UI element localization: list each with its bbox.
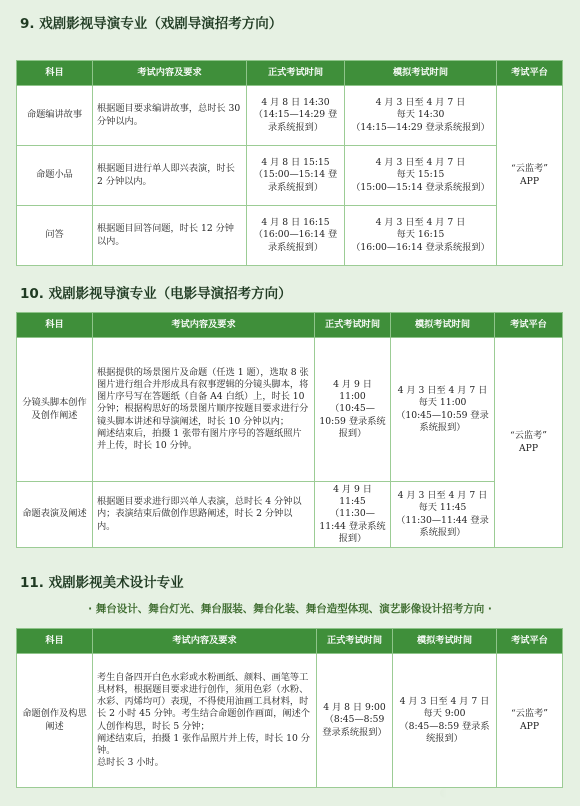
mock-time-cell: 4 月 3 日至 4 月 7 日 每天 16:15 （16:00—16:14 登录系统报到）: [345, 206, 497, 266]
section-10-title: 10. 戏剧影视导演专业（电影导演招考方向）: [20, 286, 292, 302]
section-11-subtitle: · 舞台设计、舞台灯光、舞台服装、舞台化装、舞台造型体现、演艺影像设计招考方向 ·: [88, 603, 492, 615]
section-11-title: 11. 戏剧影视美术设计专业: [20, 575, 184, 591]
header-formal-time: 正式考试时间: [317, 629, 393, 654]
mock-time-cell: 4 月 3 日至 4 月 7 日 每天 11:45 （11:30—11:44 登录系统报到）: [391, 482, 495, 548]
header-mock-time: 模拟考试时间: [345, 61, 497, 86]
formal-time-cell: 4 月 8 日 14:30 （14:15—14:29 登录系统报到）: [247, 86, 345, 146]
header-platform: 考试平台: [497, 61, 563, 86]
table-row: [17, 338, 563, 482]
header-content: 考试内容及要求: [93, 629, 317, 654]
formal-time-cell: 4 月 8 日 15:15 （15:00—15:14 登录系统报到）: [247, 146, 345, 206]
content-cell: 考生自备四开白色水彩或水粉画纸、颜料、画笔等工具材料，根据题目要求进行创作，须用色彩（水粉、水彩、丙烯均可）表现，不得使用油画工具材料，时长 2 小时 45 分钟。考生结合命题创作画面，阐述个人创作构思，时长 5 分钟； 阐述结束后，拍摄 1 张作品照片并上传，时长 10 分钟。 总时长 3 小时。: [93, 654, 317, 788]
table-row: [17, 654, 563, 788]
header-formal-time: 正式考试时间: [315, 313, 391, 338]
table-row: [17, 86, 563, 146]
platform-cell: “云监考” APP: [495, 338, 563, 548]
formal-time-cell: 4 月 9 日 11:00 （10:45—10:59 登录系统报到）: [315, 338, 391, 482]
header-mock-time: 模拟考试时间: [391, 313, 495, 338]
section-9-table: [16, 60, 563, 266]
subject-cell: 命题创作及构思阐述: [17, 654, 93, 788]
content-cell: 根据提供的场景图片及命题（任选 1 题），选取 8 张图片进行组合并形成具有叙事逻辑的分镜头脚本，将图片序号写在答题纸（自备 A4 白纸）上，时长 10 分钟；根据构思好的场景图片顺序按题目要求进行分镜头脚本讲述和导演阐述，时长 10 分钟以内； 阐述结束后，拍摄 1 张带有图片序号的答题纸照片并上传，时长 10 分钟。: [93, 338, 315, 482]
header-subject: 科目: [17, 629, 93, 654]
header-mock-time: 模拟考试时间: [393, 629, 497, 654]
platform-cell: “云监考” APP: [497, 654, 563, 788]
table-row: [17, 482, 563, 548]
mock-time-cell: 4 月 3 日至 4 月 7 日 每天 11:00 （10:45—10:59 登录系统报到）: [391, 338, 495, 482]
section-10-table: [16, 312, 563, 548]
content-cell: 根据题目回答问题，时长 12 分钟以内。: [93, 206, 247, 266]
header-content: 考试内容及要求: [93, 61, 247, 86]
section-9-title: 9. 戏剧影视导演专业（戏剧导演招考方向）: [20, 16, 283, 32]
watermark-overlay: [390, 788, 580, 806]
formal-time-cell: 4 月 8 日 16:15 （16:00—16:14 登录系统报到）: [247, 206, 345, 266]
subject-cell: 分镜头脚本创作及创作阐述: [17, 338, 93, 482]
mock-time-cell: 4 月 3 日至 4 月 7 日 每天 9:00 （8:45—8:59 登录系统报到）: [393, 654, 497, 788]
header-formal-time: 正式考试时间: [247, 61, 345, 86]
subject-cell: 问答: [17, 206, 93, 266]
subject-cell: 命题编讲故事: [17, 86, 93, 146]
header-content: 考试内容及要求: [93, 313, 315, 338]
table-row: [17, 206, 563, 266]
platform-cell: “云监考” APP: [497, 86, 563, 266]
table-header-row: [17, 61, 563, 86]
header-platform: 考试平台: [497, 629, 563, 654]
formal-time-cell: 4 月 9 日 11:45 （11:30—11:44 登录系统报到）: [315, 482, 391, 548]
content-cell: 根据题目进行单人即兴表演，时长 2 分钟以内。: [93, 146, 247, 206]
content-cell: 根据题目要求进行即兴单人表演，总时长 4 分钟以内；表演结束后做创作思路阐述，时长 2 分钟以内。: [93, 482, 315, 548]
header-platform: 考试平台: [495, 313, 563, 338]
section-11-table: [16, 628, 563, 788]
header-subject: 科目: [17, 61, 93, 86]
table-header-row: [17, 313, 563, 338]
header-subject: 科目: [17, 313, 93, 338]
mock-time-cell: 4 月 3 日至 4 月 7 日 每天 15:15 （15:00—15:14 登录系统报到）: [345, 146, 497, 206]
table-header-row: [17, 629, 563, 654]
content-cell: 根据题目要求编讲故事，总时长 30 分钟以内。: [93, 86, 247, 146]
formal-time-cell: 4 月 8 日 9:00 （8:45—8:59 登录系统报到）: [317, 654, 393, 788]
table-row: [17, 146, 563, 206]
mock-time-cell: 4 月 3 日至 4 月 7 日 每天 14:30 （14:15—14:29 登录系统报到）: [345, 86, 497, 146]
subject-cell: 命题表演及阐述: [17, 482, 93, 548]
subject-cell: 命题小品: [17, 146, 93, 206]
